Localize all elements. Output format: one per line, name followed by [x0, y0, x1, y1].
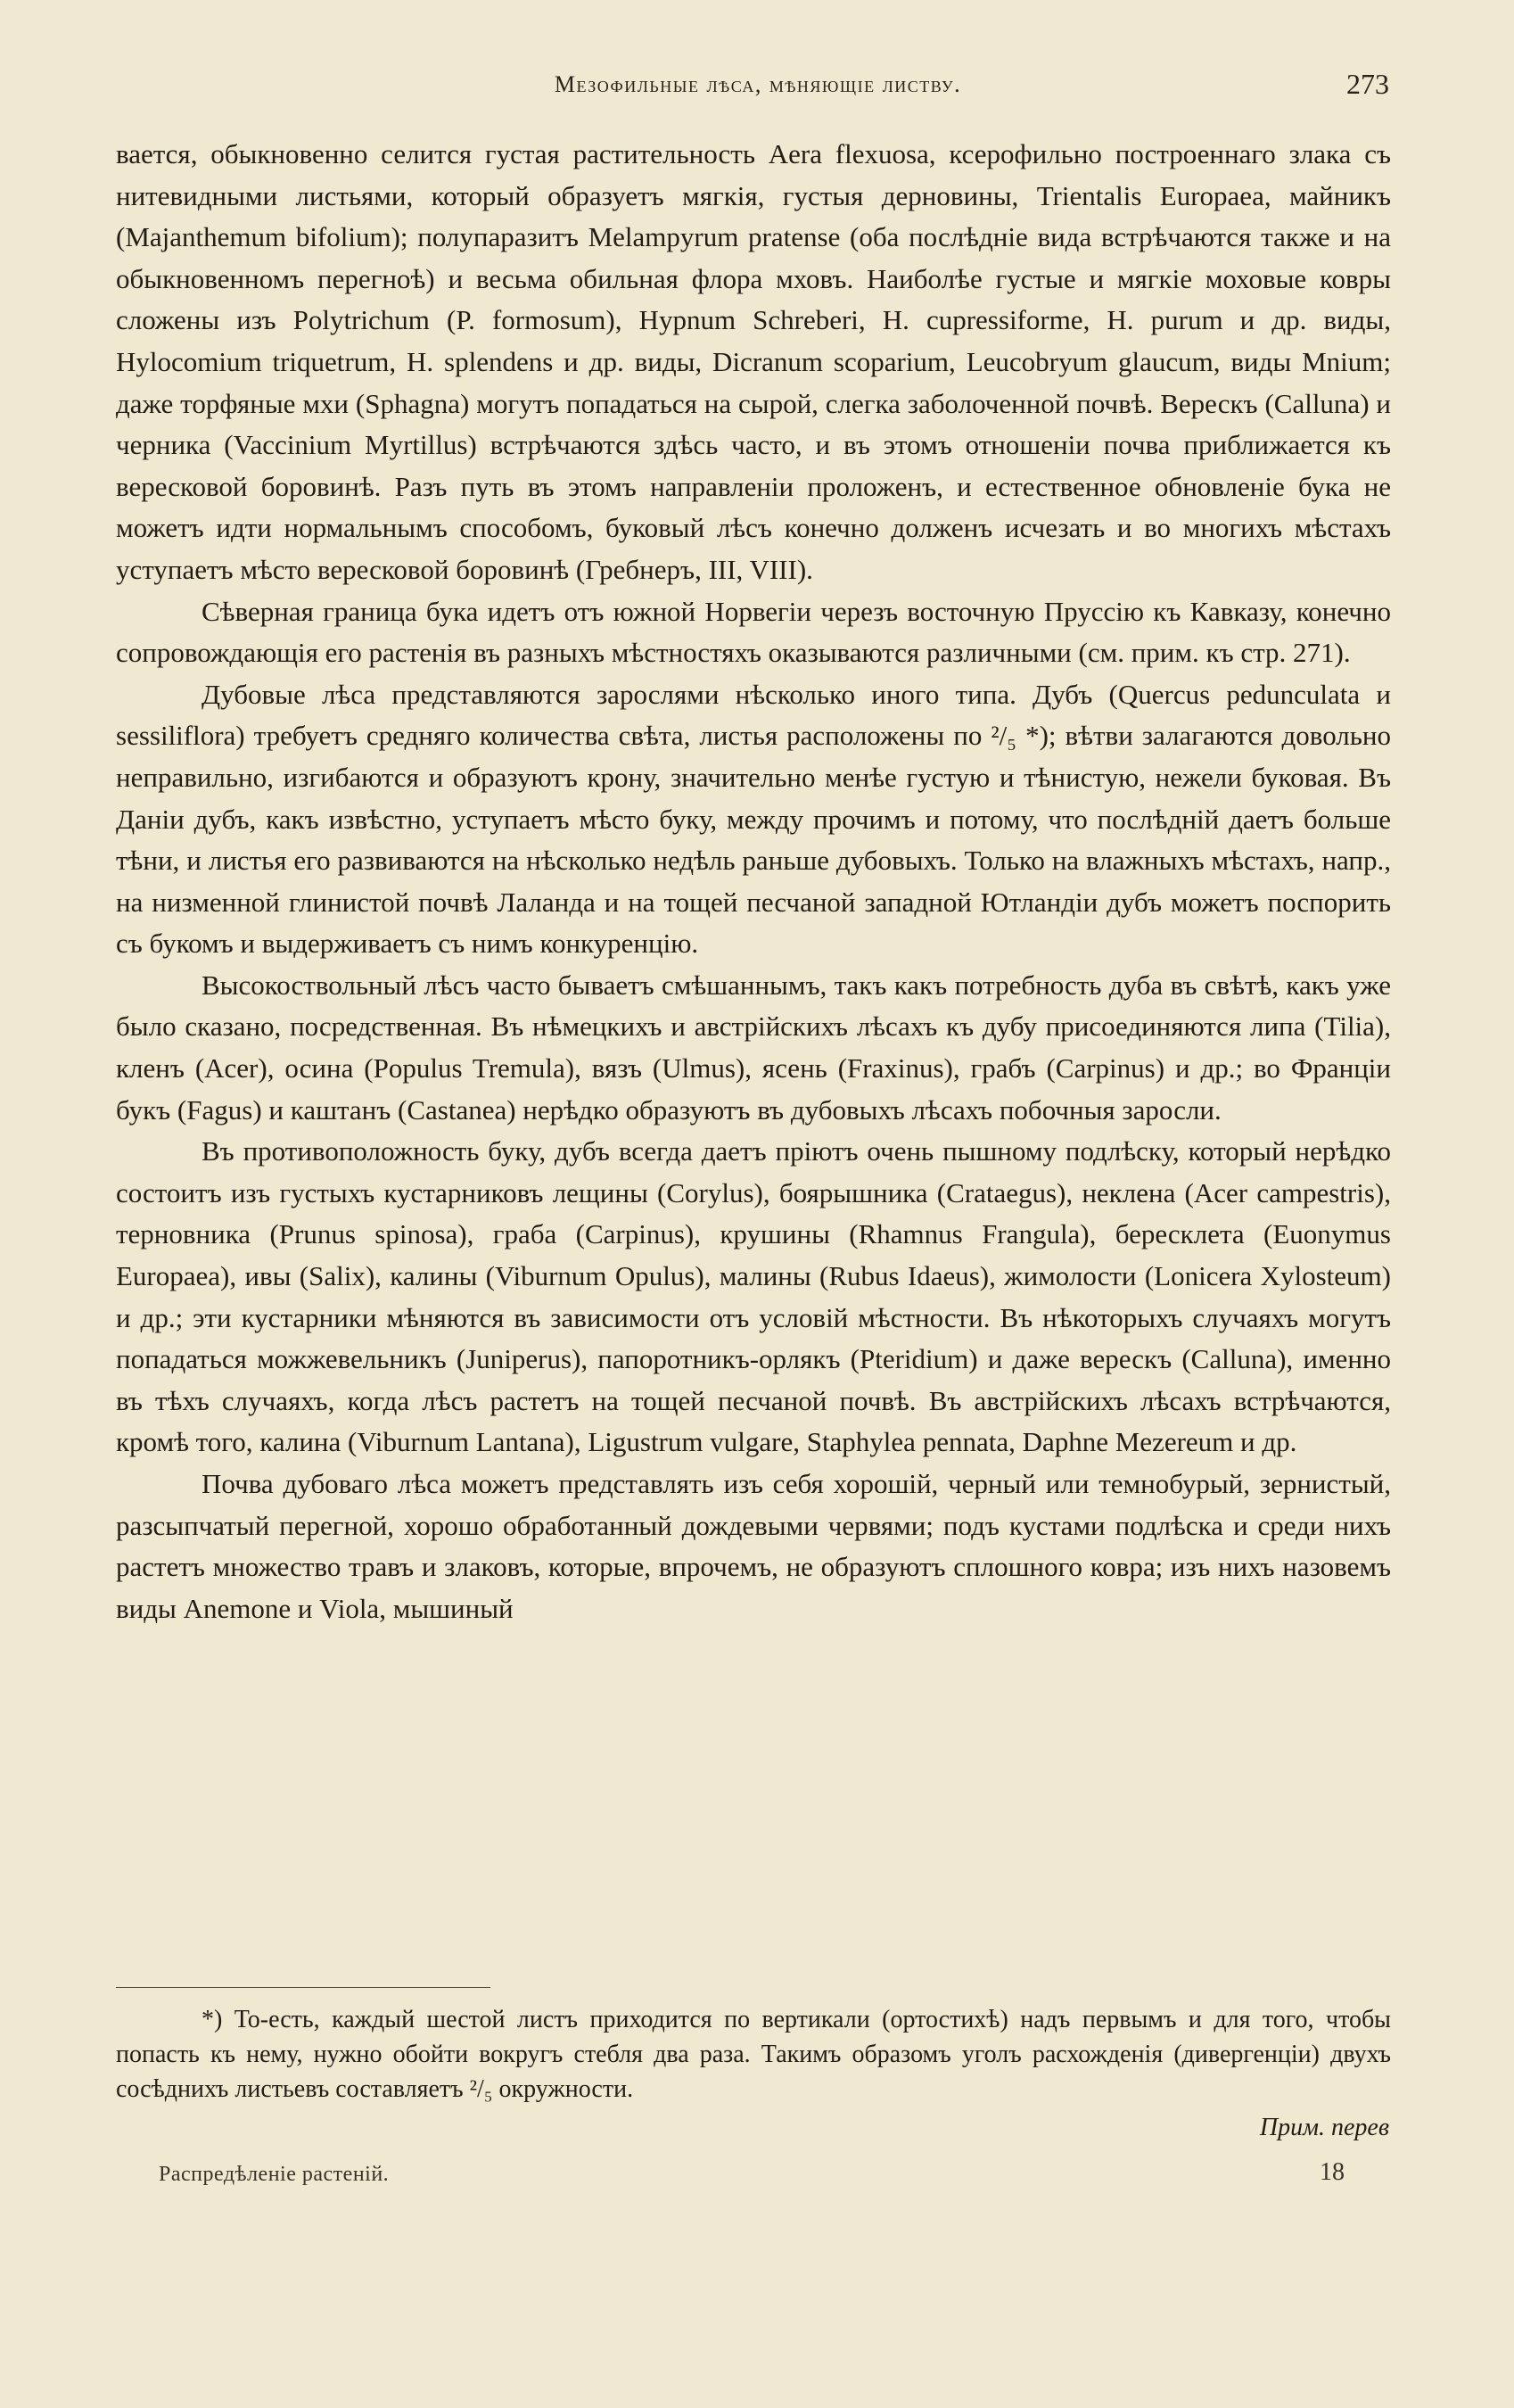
paragraph-1: вается, обыкновенно селится густая растительность Aera flexuosa, ксерофильно построеннаго злака съ нитевидными листьями, который образуетъ мягкія, густыя дерновины, Trientalis Europaea, майникъ (Majanthemum bifolium); полупаразитъ Melampyrum pratense (оба послѣдніе вида встрѣчаются также и на обыкновенномъ перегноѣ) и весьма обильная флора мховъ. Наиболѣе густые и мягкіе моховые ковры сложены изъ Polytrichum (P. formosum), Hypnum Schreberi, H. cupressiforme, H. purum и др. виды, Hylocomium triquetrum, H. splendens и др. виды, Dicranum scoparium, Leucobryum glaucum, виды Mnium; даже торфяные мхи (Sphagna) могутъ попадаться на сырой, слегка заболоченной почвѣ. Верескъ (Calluna) и черника (Vaccinium Myrtillus) встрѣчаются здѣсь часто, и въ этомъ отношеніи почва приближается къ вересковой боровинѣ. Разъ путь въ этомъ направленіи проложенъ, и естественное обновленіе бука не можетъ идти нормальнымъ способомъ, буковый лѣсъ конечно долженъ исчезать и во многихъ мѣстахъ уступаетъ мѣсто вересковой боровинѣ (Гребнеръ, III, VIII). [116, 138, 1391, 585]
body-text [116, 134, 1391, 1629]
paragraph-4: Высокоствольный лѣсъ часто бываетъ смѣшаннымъ, такъ какъ потребность дуба въ свѣтѣ, какъ уже было сказано, посредственная. Въ нѣмецкихъ и австрійскихъ лѣсахъ къ дубу присоединяются липа (Tilia), кленъ (Acer), осина (Populus Tremula), вязъ (Ulmus), ясень (Fraxinus), грабъ (Carpinus) и др.; во Франціи букъ (Fagus) и каштанъ (Castanea) нерѣдко образуютъ въ дубовыхъ лѣсахъ побочныя заросли. [116, 969, 1391, 1126]
paragraph-6: Почва дубоваго лѣса можетъ представлять изъ себя хорошій, черный или темнобурый, зернистый, разсыпчатый перегной, хорошо обработанный дождевыми червями; подъ кустами подлѣска и среди нихъ растетъ множество травъ и злаковъ, которые, впрочемъ, не образуютъ сплошного ковра; изъ нихъ назовемъ виды Anemone и Viola, мышиный [116, 1468, 1391, 1624]
printer-signature-title: Распредѣленіе растеній. [159, 2163, 390, 2186]
paragraph-5: Въ противоположность буку, дубъ всегда даетъ пріютъ очень пышному подлѣску, который нерѣдко состоитъ изъ густыхъ кустарниковъ лещины (Corylus), боярышника (Crataegus), неклена (Acer campestris), терновника (Prunus spinosa), граба (Carpinus), крушины (Rhamnus Frangula), бересклета (Euonymus Europaea), ивы (Salix), калины (Viburnum Opulus), малины (Rubus Idaeus), жимолости (Lonicera Xylosteum) и др.; эти кустарники мѣняются въ зависимости отъ условій мѣстности. Въ нѣкоторыхъ случаяхъ могутъ попадаться можжевельникъ (Juniperus), папоротникъ-орлякъ (Pteridium) и даже верескъ (Calluna), именно въ тѣхъ случаяхъ, когда лѣсъ растетъ на тощей песчаной почвѣ. Въ австрійскихъ лѣсахъ встрѣчаются, кромѣ того, калина (Viburnum Lantana), Ligustrum vulgare, Staphylea pennata, Daphne Mezereum и др. [116, 1135, 1391, 1458]
footnote-divider [116, 1987, 490, 1988]
running-head: Мезофильные лѣса, мѣняющіе листву. [554, 71, 962, 97]
footnote: *) То-есть, каждый шестой листъ приходится по вертикали (ортостихѣ) надъ первымъ и для того, чтобы попасть къ нему, нужно обойти вокругъ стебля два раза. Такимъ образомъ уголъ расхожденія (дивергенціи) двухъ сосѣднихъ листьевъ составляетъ ²/₅ окружности. [116, 2006, 1391, 2103]
footnote-signature: Прим. перев [1259, 2114, 1389, 2141]
paragraph-3: Дубовые лѣса представляются зарослями нѣсколько иного типа. Дубъ (Quercus pedunculata и sessiliflora) требуетъ средняго количества свѣта, листья расположены по ²/₅ *); вѣтви залагаются довольно неправильно, изгибаются и образуютъ крону, значительно менѣе густую и тѣнистую, нежели буковая. Въ Даніи дубъ, какъ извѣстно, уступаетъ мѣсто буку, между прочимъ и потому, что послѣдній даетъ больше тѣни, и листья его развиваются на нѣсколько недѣль раньше дубовыхъ. Только на влажныхъ мѣстахъ, напр., на низменной глинистой почвѣ Лаланда и на тощей песчаной западной Ютландіи дубъ можетъ поспорить съ букомъ и выдерживаетъ съ нимъ конкуренцію. [116, 678, 1391, 960]
page-number: 273 [1346, 68, 1389, 100]
paragraph-2: Сѣверная граница бука идетъ отъ южной Норвегіи черезъ восточную Пруссію къ Кавказу, конечно сопровождающія его растенія въ разныхъ мѣстностяхъ оказываются различными (см. прим. къ стр. 271). [116, 595, 1391, 669]
printer-signature-number: 18 [1320, 2158, 1345, 2186]
